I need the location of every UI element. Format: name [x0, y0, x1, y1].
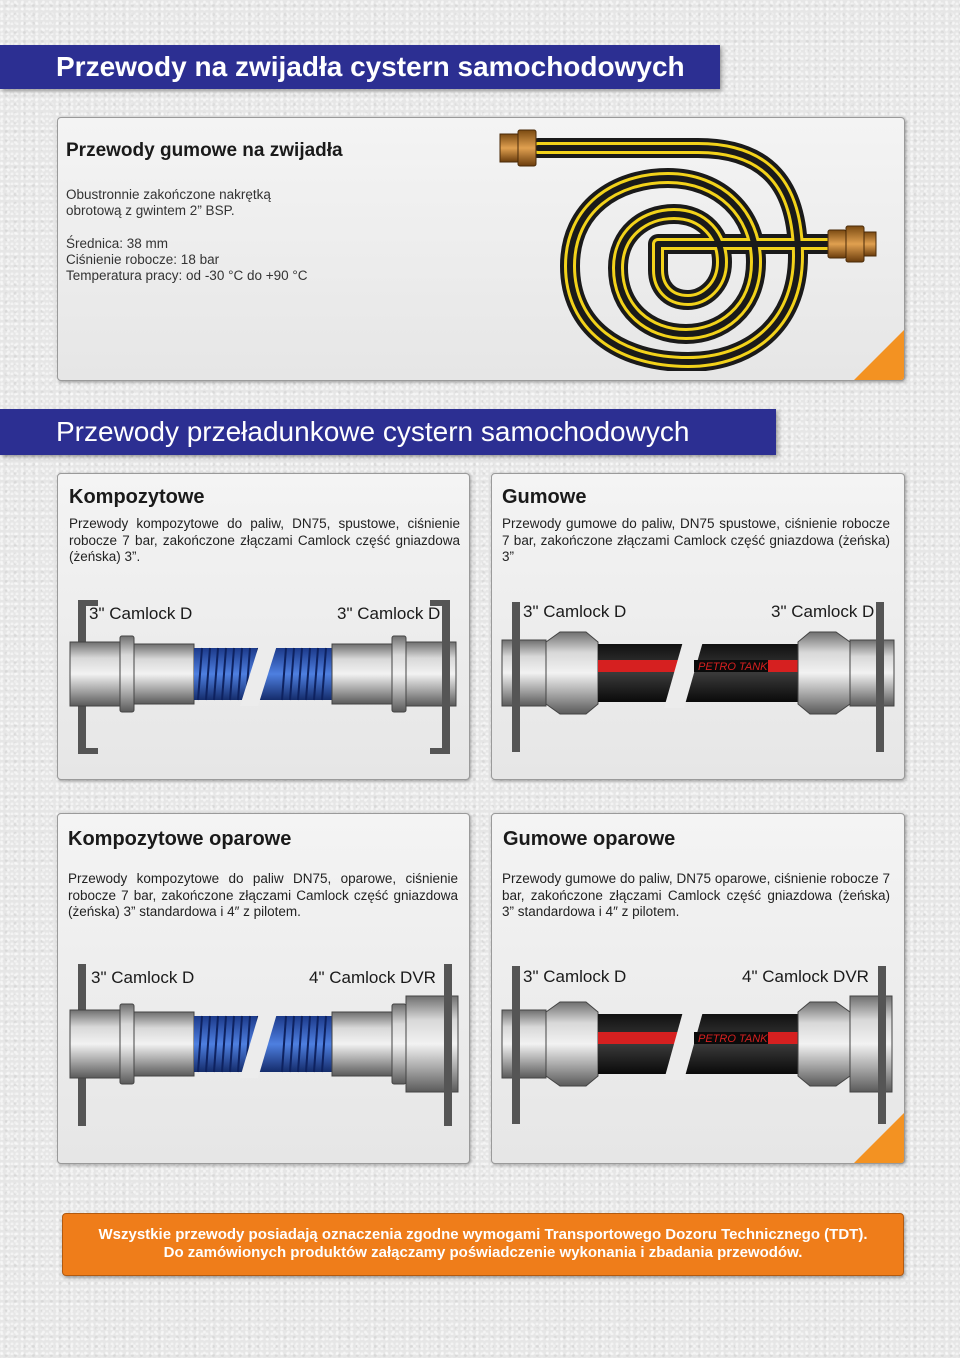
left-fitting-label: 3" Camlock D — [523, 602, 627, 621]
rubber-hose-body — [598, 638, 798, 708]
banner-title: Przewody na zwijadła cystern samochodowych — [56, 51, 685, 82]
panel-description: Przewody gumowe do paliw, DN75 spustowe, ciśnienie robocze 7 bar, zakończone złączami Camlock część gniazdowa (żeńska) 3” — [502, 516, 890, 564]
panel-title: Gumowe oparowe — [503, 828, 676, 850]
notice-line1: Wszystkie przewody posiadają oznaczenia zgodne wymogami Transportowego Dozoru Technicznego (TDT). — [98, 1226, 868, 1243]
reel-hose-panel — [57, 117, 905, 381]
notice-line2: Do zamówionych produktów załączamy poświadczenie wykonania i zbadania przewodów. — [163, 1244, 803, 1261]
composite-hose-image — [64, 592, 464, 760]
reel-spec-diameter: Średnica: 38 mm — [66, 236, 169, 251]
accent-corner — [854, 1113, 904, 1163]
panel-title: Kompozytowe oparowe — [68, 828, 292, 850]
reel-desc-line2: obrotową z gwintem 2” BSP. — [66, 203, 235, 218]
rubber-hose-panel — [491, 473, 905, 780]
panel-title: Kompozytowe — [69, 486, 205, 508]
reel-spec-temperature: Temperatura pracy: od -30 °C do +90 °C — [66, 268, 308, 283]
rubber-hose-image — [498, 592, 898, 760]
panel-title: Przewody gumowe na zwijadła — [66, 140, 343, 161]
composite-hose-body — [194, 642, 332, 706]
coiled-hose-image — [498, 126, 888, 371]
panel-description: Przewody kompozytowe do paliw, DN75, spustowe, ciśnienie robocze 7 bar, zakończone złączami Camlock część gniazdowa (żeńska) 3”. — [69, 516, 460, 564]
rubber-vapour-hose-image — [498, 956, 898, 1136]
right-fitting-label: 3" Camlock D — [771, 602, 875, 621]
section-banner-transfer-hoses — [0, 409, 776, 455]
right-fitting-label: 4" Camlock DVR — [742, 967, 869, 986]
left-fitting-label: 3" Camlock D — [89, 604, 193, 623]
panel-title: Gumowe — [502, 486, 587, 508]
composite-hose-panel — [57, 473, 470, 780]
banner-title: Przewody przeładunkowe cystern samochodowych — [56, 416, 690, 447]
right-fitting-label: 3" Camlock D — [337, 604, 441, 623]
section-banner-reel-hoses — [0, 45, 720, 89]
left-fitting-label: 3" Camlock D — [523, 967, 627, 986]
panel-description: Przewody gumowe do paliw, DN75 oparowe, ciśnienie robocze 7 bar, zakończone złączami Camlock część gniazdowa (żeńska) 3” standardowa i 4″ z pilotem. — [502, 871, 890, 919]
left-fitting-label: 3" Camlock D — [91, 968, 195, 987]
reel-spec-pressure: Ciśnienie robocze: 18 bar — [66, 252, 220, 267]
certification-notice — [62, 1213, 904, 1276]
composite-vapour-hose-image — [64, 956, 464, 1136]
brass-fitting-left — [500, 130, 536, 166]
brass-fitting-right — [828, 226, 876, 262]
brand-text: PETRO TANK — [698, 1033, 768, 1045]
right-fitting-label: 4" Camlock DVR — [309, 968, 436, 987]
brand-text: PETRO TANK — [698, 661, 768, 673]
accent-corner — [854, 330, 904, 380]
rubber-vapour-hose-panel — [491, 813, 905, 1164]
composite-vapour-hose-panel — [57, 813, 470, 1164]
reel-desc-line1: Obustronnie zakończone nakrętką — [66, 187, 271, 202]
panel-description: Przewody kompozytowe do paliw DN75, oparowe, ciśnienie robocze 7 bar, zakończone złączami Camlock część gniazdowa (żeńska) 3” standardowa i 4″ z pilotem. — [68, 871, 458, 919]
